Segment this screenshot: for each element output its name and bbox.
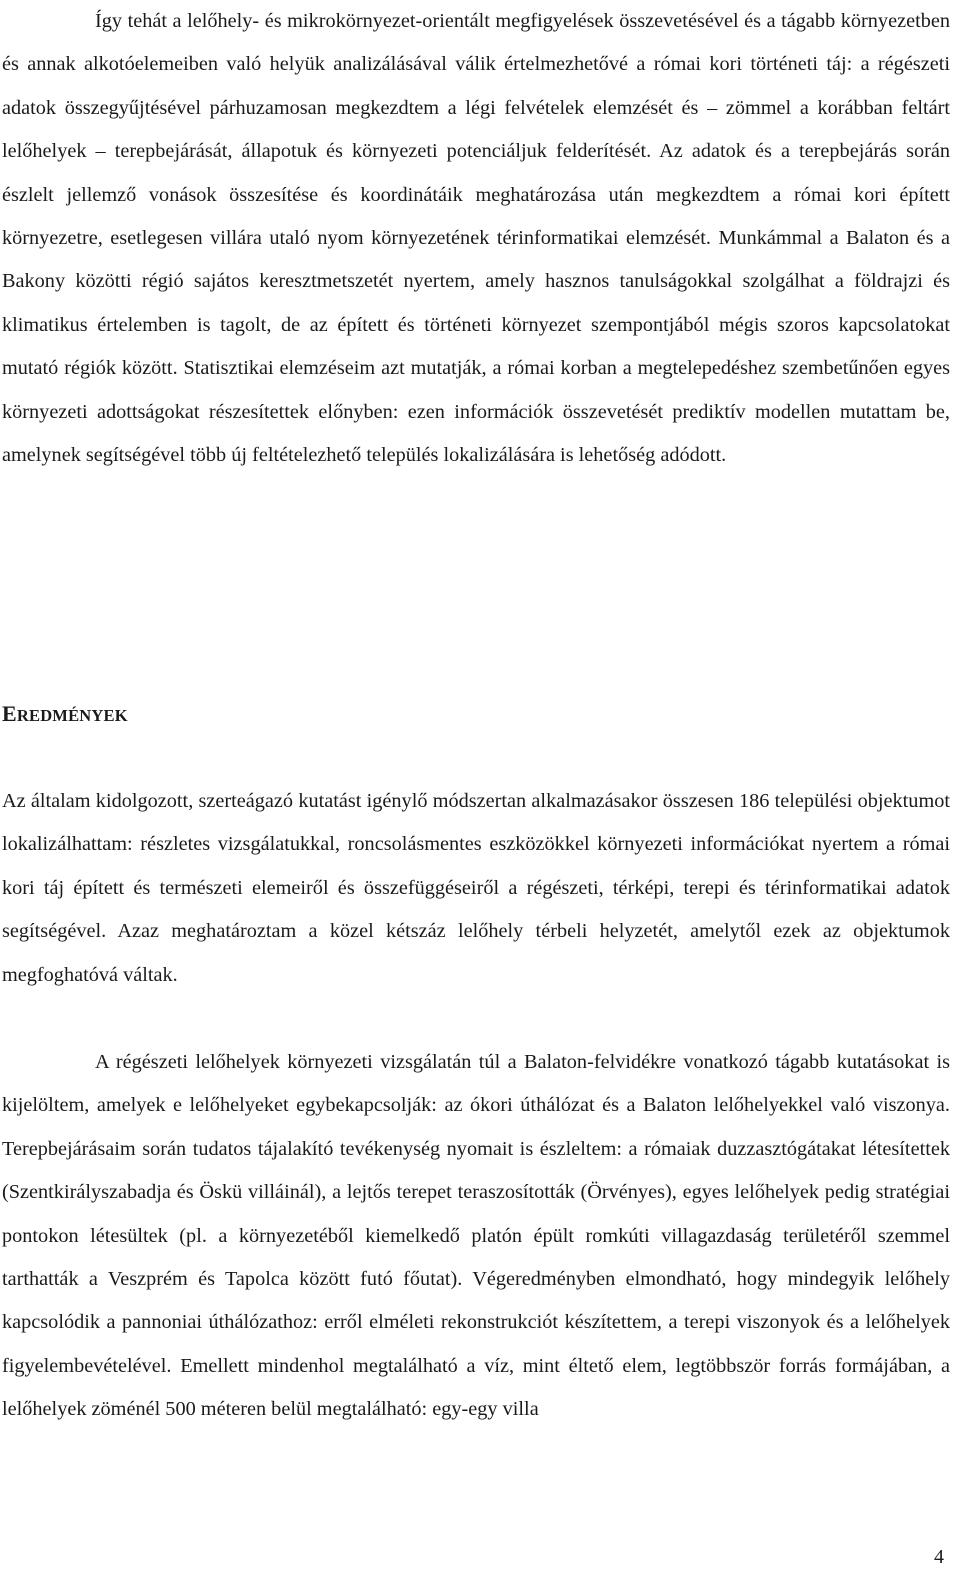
section-heading bbox=[2, 692, 128, 737]
section-heading-initial: E bbox=[2, 701, 17, 726]
body-paragraph-3: A régészeti lelőhelyek környezeti vizsgálatán túl a Balaton-felvidékre vonatkozó tágabb kutatásokat is kijelöltem, amelyek e lelőhelyeket egybekapcsolják: az ókori úthálózat és a Balaton lelőhelyekkel való viszonya. Terepbejárásaim során tudatos tájalakító tevékenység nyomait is észleltem: a rómaiak duzzasztógátakat létesítettek (Szentkirályszabadja és Öskü villáinál), a lejtős terepet teraszosították (Örvényes), egyes lelőhelyek pedig stratégiai pontokon létesültek (pl. a környezetéből kiemelkedő platón épült romkúti villagazdaság területéről szemmel tarthatták a Veszprém és Tapolca között futó főutat). Végeredményben elmondható, hogy mindegyik lelőhely kapcsolódik a pannoniai úthálózathoz: erről elméleti rekonstrukciót készítettem, a terepi viszonyok és a lelőhelyek figyelembevételével. Emellett mindenhol megtalálható a víz, mint éltető elem, legtöbbször forrás formájában, a lelőhelyek zöménél 500 méteren belül megtalálható: egy-egy villa bbox=[2, 1051, 950, 1421]
section-heading-rest: REDMÉNYEK bbox=[16, 706, 128, 725]
page-number: 4 bbox=[934, 1546, 944, 1568]
body-paragraph-1: Így tehát a lelőhely- és mikrokörnyezet-orientált megfigyelések összevetésével és a tágabb környezetben és annak alkotóelemeiben való helyük analizálásával válik értelmezhetővé a római kori történeti táj: a régészeti adatok összegyűjtésével párhuzamosan megkezdtem a légi felvételek elemzését és – zömmel a korábban feltárt lelőhelyek – terepbejárását, állapotuk és környezeti potenciáljuk felderítését. Az adatok és a terepbejárás során észlelt jellemző vonások összesítése és koordinátáik meghatározása után megkezdtem a római kori épített környezetre, esetlegesen villára utaló nyom környezetének térinformatikai elemzését. Munkámmal a Balaton és a Bakony közötti régió sajátos keresztmetszetét nyertem, amely hasznos tanulságokkal szolgálhat a földrajzi és klimatikus értelemben is tagolt, de az épített és történeti környezet szempontjából mégis szoros kapcsolatokat mutató régiók között. Statisztikai elemzéseim azt mutatják, a római korban a megtelepedéshez szembetűnően egyes környezeti adottságokat részesítettek előnyben: ezen információk összevetését prediktív modellen mutattam be, amelynek segítségével több új feltételezhető település lokalizálására is lehetőség adódott. bbox=[2, 10, 950, 467]
body-paragraph-2: Az általam kidolgozott, szerteágazó kutatást igénylő módszertan alkalmazásakor összesen 186 települési objektumot lokalizálhattam: részletes vizsgálatukkal, roncsolásmentes eszközökkel környezeti információkat nyertem a római kori táj épített és természeti elemeiről és összefüggéseiről a régészeti, térképi, terepi és térinformatikai adatok segítségével. Azaz meghatároztam a közel kétszáz lelőhely térbeli helyzetét, amelytől ezek az objektumok megfoghatóvá váltak. bbox=[2, 790, 950, 986]
